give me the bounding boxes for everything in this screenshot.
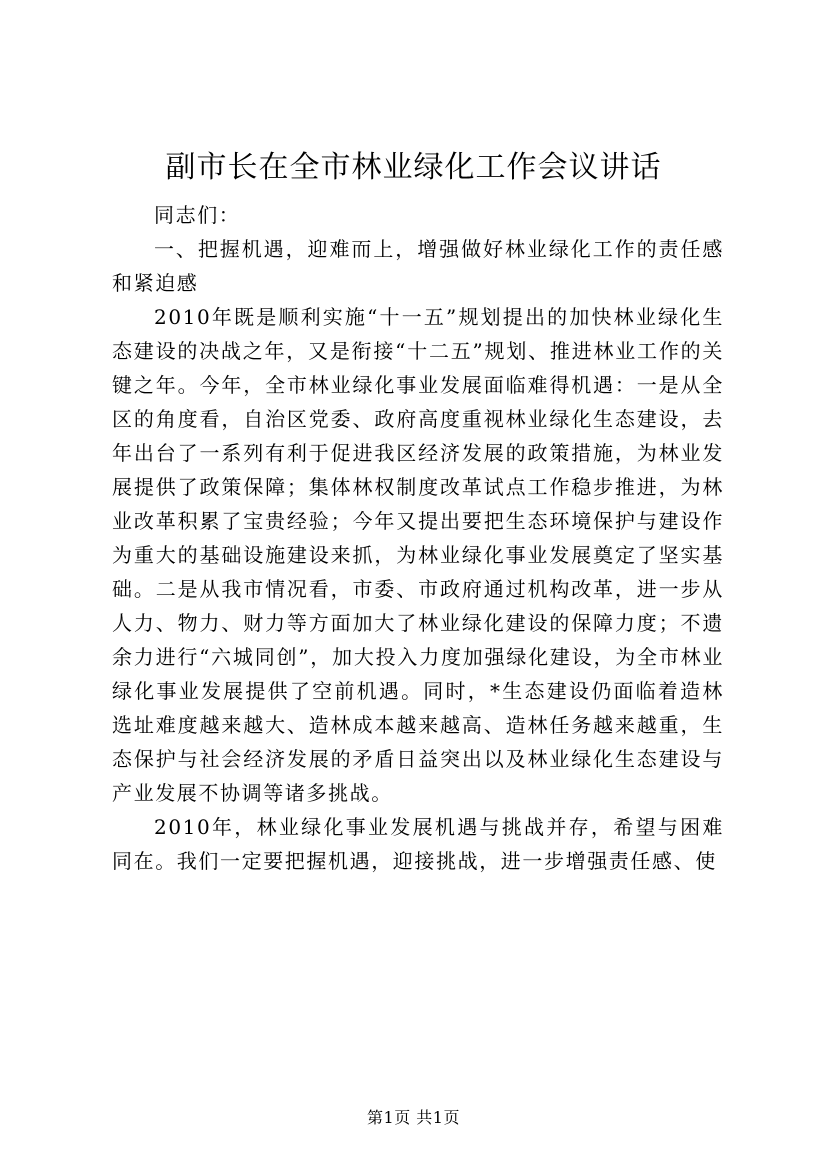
page-footer: 第1页 共1页 — [367, 1108, 460, 1127]
document-body — [112, 198, 724, 878]
body-paragraph: 2010年，林业绿化事业发展机遇与挑战并存，希望与困难同在。我们一定要把握机遇，迎接挑战，进一步增强责任感、使 — [112, 815, 724, 873]
document-title: 副市长在全市林业绿化工作会议讲话 — [165, 150, 662, 185]
greeting: 同志们： — [154, 203, 241, 227]
body-paragraph: 2010年既是顺利实施“十一五”规划提出的加快林业绿化生态建设的决战之年，又是衔接“十二五”规划、推进林业工作的关键之年。今年，全市林业绿化事业发展面临难得机遇：一是从全区的角度看，自治区党委、政府高度重视林业绿化生态建设，去年出台了一系列有利于促进我区经济发展的政策措施，为林业发展提供了政策保障；集体林权制度改革试点工作稳步推进，为林业改革积累了宝贵经验；今年又提出要把生态环境保护与建设作为重大的基础设施建设来抓，为林业绿化事业发展奠定了坚实基础。二是从我市情况看，市委、市政府通过机构改革，进一步从人力、物力、财力等方面加大了林业绿化建设的保障力度；不遗余力进行“六城同创”，加大投入力度加强绿化建设，为全市林业绿化事业发展提供了空前机遇。同时，*生态建设仍面临着造林选址难度越来越大、造林成本越来越高、造林任务越来越重，生态保护与社会经济发展的矛盾日益突出以及林业绿化生态建设与产业发展不协调等诸多挑战。 — [112, 305, 724, 805]
section-heading: 一、把握机遇，迎难而上，增强做好林业绿化工作的责任感和紧迫感 — [112, 237, 724, 295]
